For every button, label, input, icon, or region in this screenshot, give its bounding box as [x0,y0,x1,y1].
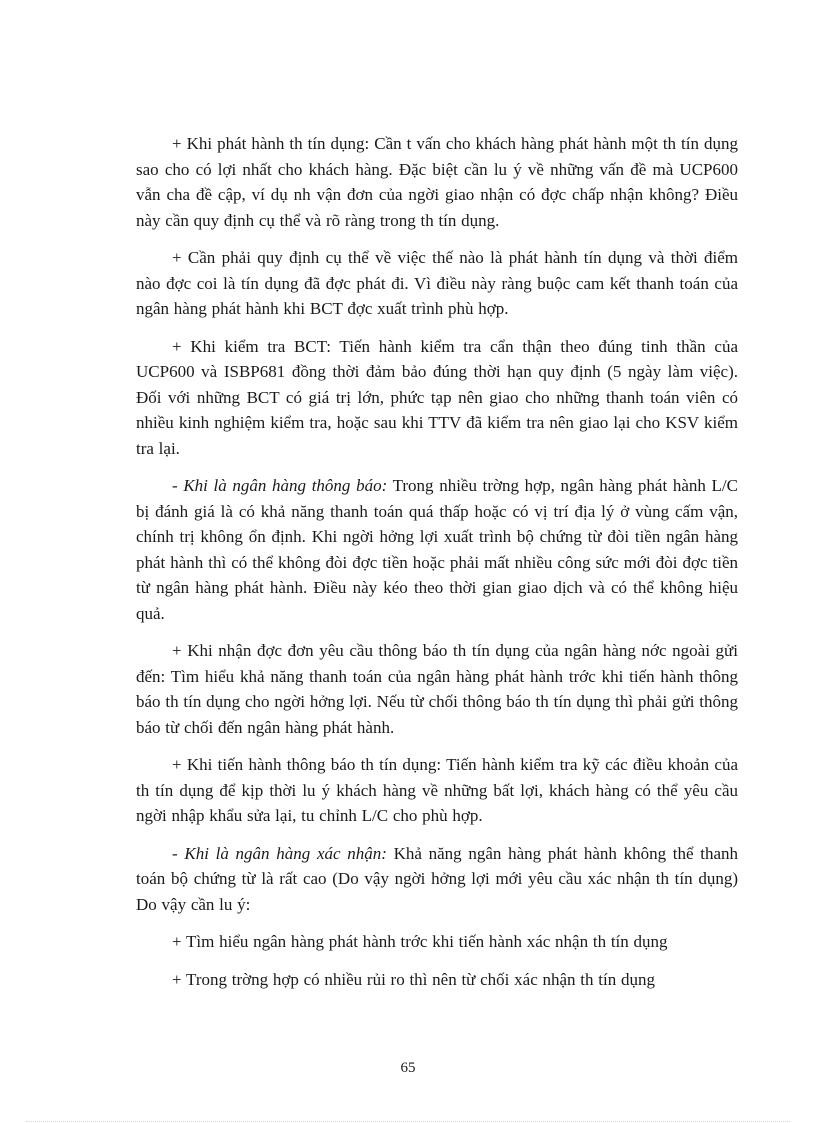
paragraph-lead: - Khi là ngân hàng xác nhận: [172,843,387,863]
paragraph-lead: - Khi là ngân hàng thông báo: [172,476,388,495]
paragraph-confirming-bank [136,841,738,918]
paragraph-refuse-confirmation [136,967,738,993]
paragraph-advising-lc [136,752,738,829]
paragraph-checking-documents [136,334,738,462]
paragraph-text: + Khi phát hành th tín dụng: Cần t vấn cho khách hàng phát hành một th tín dụng sao cho có lợi nhất cho khách hàng. Đặc biệt cần lu ý về những vấn đề mà UCP600 vẫn cha đề cập, ví dụ nh vận đơn của ngời giao nhận có đợc chấp nhận không? Điều này cần quy định cụ thể và rõ ràng trong th tín dụng. [136,134,738,230]
paragraph-text: Khả năng ngân hàng phát hành không thể thanh toán bộ chứng từ là rất cao (Do vậy ngời hởng lợi mới yêu cầu xác nhận th tín dụng) Do vậy cần lu ý: [136,843,739,914]
paragraph-text: + Khi tiến hành thông báo th tín dụng: Tiến hành kiểm tra kỹ các điều khoản của th tín dụng để kịp thời lu ý khách hàng về những bất lợi, khách hàng có thể yêu cầu ngời nhập khẩu sửa lại, tu chỉnh L/C cho phù hợp. [136,755,738,825]
paragraph-text: + Khi nhận đợc đơn yêu cầu thông báo th tín dụng của ngân hàng nớc ngoài gửi đến: Tìm hiểu khả năng thanh toán của ngân hàng phát hành trớc khi tiến hành thông báo th tín dụng cho ngời hởng lợi. Nếu từ chối thông báo th tín dụng thì phải gửi thông báo từ chối đến ngân hàng phát hành. [136,641,738,737]
paragraph-issuance-definition [136,245,738,322]
paragraph-text: + Tìm hiểu ngân hàng phát hành trớc khi tiến hành xác nhận th tín dụng [172,932,668,951]
document-body [136,131,738,1004]
paragraph-receiving-request [136,638,738,740]
paragraph-text: + Khi kiểm tra BCT: Tiến hành kiểm tra cẩn thận theo đúng tinh thần của UCP600 và ISBP681 đồng thời đảm bảo đúng thời hạn quy định (5 ngày làm việc). Đối với những BCT có giá trị lớn, phức tạp nên giao cho những thanh toán viên có nhiều kinh nghiệm kiểm tra, hoặc sau khi TTV đã kiểm tra nên giao lại cho KSV kiểm tra lại. [136,336,738,458]
paragraph-issuing-lc [136,131,738,233]
paragraph-text: + Cần phải quy định cụ thể về việc thế nào là phát hành tín dụng và thời điểm nào đợc coi là tín dụng đã đợc phát đi. Vì điều này ràng buộc cam kết thanh toán của ngân hàng phát hành khi BCT đợc xuất trình phù hợp. [136,248,738,318]
paragraph-text: + Trong trờng hợp có nhiều rủi ro thì nên từ chối xác nhận th tín dụng [172,969,655,989]
paragraph-text: Trong nhiều trờng hợp, ngân hàng phát hành L/C bị đánh giá là có khả năng thanh toán quá thấp hoặc có vị trí địa lý ở vùng cấm vận, chính trị không ổn định. Khi ngời hởng lợi xuất trình bộ chứng từ đòi tiền ngân hàng phát hành thì có thể không đòi đợc tiền hoặc phải mất nhiều công sức mới đòi đợc tiền từ ngân hàng phát hành. Điều này kéo theo thời gian giao dịch và có thể không hiệu quả. [136,476,738,623]
paragraph-advising-bank [136,473,738,626]
page-bottom-divider [26,1121,790,1122]
page-number: 65 [400,1060,416,1076]
paragraph-research-issuing-bank [136,929,738,955]
